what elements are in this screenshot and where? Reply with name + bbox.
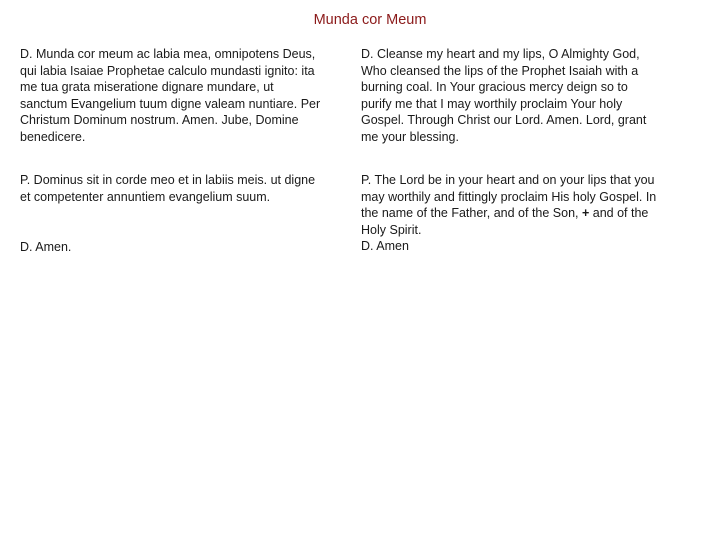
english-text: and of the: [589, 206, 649, 221]
latin-response-block: [20, 239, 71, 256]
english-line: burning coal. In Your gracious mercy deign so to: [361, 80, 628, 95]
latin-line: qui labia Isaiae Prophetae calculo mundasti ignito: ita: [20, 63, 315, 78]
english-line: me your blessing.: [361, 129, 459, 144]
english-text: the name of the Father, and of the Son,: [361, 206, 582, 221]
latin-line: Christum Dominum nostrum. Amen. Jube, Domine: [20, 113, 299, 128]
english-prayer-block: [361, 46, 646, 146]
latin-line: P. Dominus sit in corde meo et in labiis meis. ut digne: [20, 173, 316, 187]
latin-line: D. Munda cor meum ac labia mea, omnipotens Deus,: [20, 47, 316, 61]
english-line: D. Amen: [361, 239, 409, 254]
latin-line: sanctum Evangelium tuum digne valeam nuntiare. Per: [20, 96, 321, 111]
latin-line: et competenter annuntiem evangelium suum.: [20, 189, 271, 204]
english-line: [361, 205, 656, 222]
english-line: D. Cleanse my heart and my lips, O Almighty God,: [361, 47, 640, 61]
english-line: may worthily and fittingly proclaim His holy Gospel. In: [361, 189, 657, 204]
cross-symbol: +: [581, 206, 590, 221]
english-line: Gospel. Through Christ our Lord. Amen. Lord, grant: [361, 113, 647, 128]
latin-line: benedicere.: [20, 129, 86, 144]
english-priest-block: [361, 172, 656, 255]
english-line: purify me that I may worthily proclaim Your holy: [361, 96, 623, 111]
page-title: Munda cor Meum: [313, 12, 427, 28]
english-line: Holy Spirit.: [361, 222, 422, 237]
english-line: Who cleansed the lips of the Prophet Isaiah with a: [361, 63, 639, 78]
latin-line: me tua grata miseratione dignare mundare, ut: [20, 80, 274, 95]
latin-line: D. Amen.: [20, 240, 72, 254]
latin-prayer-block: [20, 46, 320, 146]
english-line: P. The Lord be in your heart and on your lips that you: [361, 173, 655, 187]
latin-priest-block: [20, 172, 315, 205]
